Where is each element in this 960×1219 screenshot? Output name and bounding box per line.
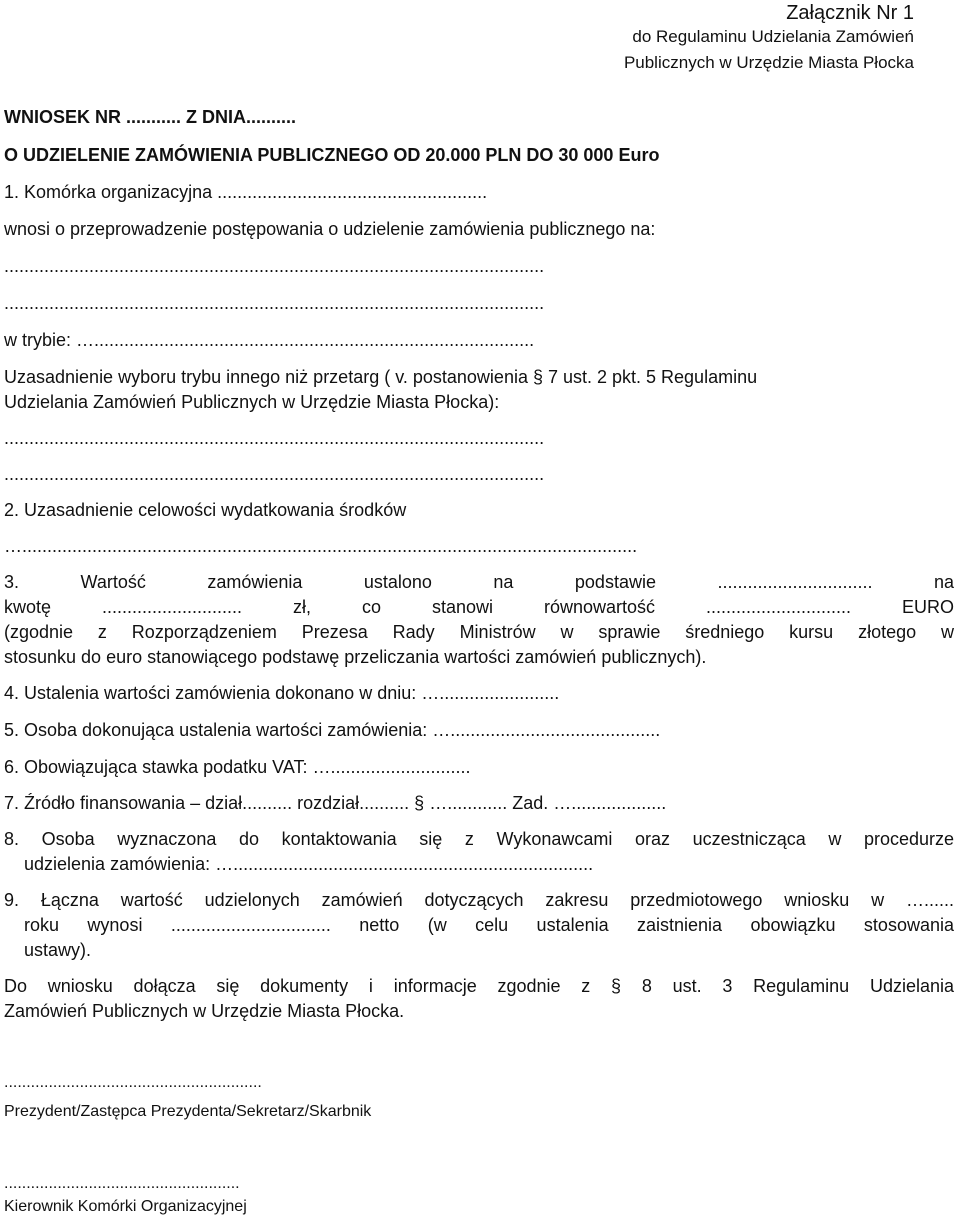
valuation-person-line: 5. Osoba dokonująca ustalenia wartości zamówienia: ….......................................... bbox=[4, 720, 661, 740]
expenditure-dots: …........................................................................................................................... bbox=[4, 536, 638, 556]
justification-line-2: Udzielania Zamówień Publicznych w Urzędzie Miasta Płocka): bbox=[4, 392, 500, 412]
value-amount-line: kwotę ............................ zł, co stanowi równowartość ............................. EURO bbox=[4, 597, 954, 617]
total-value-line-3: ustawy). bbox=[24, 940, 92, 960]
signature-dots-1: .......................................................... bbox=[4, 1074, 262, 1091]
justification-dots-2: ............................................................................................................ bbox=[4, 464, 545, 484]
signature-role-2: Kierownik Komórki Organizacyjnej bbox=[4, 1198, 247, 1215]
procedure-mode-line: w trybie: …........................................................................................ bbox=[4, 330, 535, 350]
justification-dots-1: ............................................................................................................ bbox=[4, 428, 545, 448]
org-unit-line: 1. Komórka organizacyjna ...................................................... bbox=[4, 182, 488, 202]
institution-line: Publicznych w Urzędzie Miasta Płocka bbox=[623, 53, 914, 72]
request-number-line: WNIOSEK NR ........... Z DNIA.......... bbox=[4, 107, 297, 127]
attachments-line-2: Zamówień Publicznych w Urzędzie Miasta Płocka. bbox=[4, 1001, 405, 1021]
regulation-note-line-2: stosunku do euro stanowiącego podstawę przeliczania wartości zamówień publicznych). bbox=[4, 647, 707, 667]
signature-dots-2: ..................................................... bbox=[4, 1175, 240, 1192]
subject-dots-1: ............................................................................................................ bbox=[4, 256, 545, 276]
justification-line-1: Uzasadnienie wyboru trybu innego niż przetarg ( v. postanowienia § 7 ust. 2 pkt. 5 Regulaminu bbox=[4, 367, 758, 387]
attachment-number: Załącznik Nr 1 bbox=[786, 2, 914, 24]
request-title: O UDZIELENIE ZAMÓWIENIA PUBLICZNEGO OD 20.000 PLN DO 30 000 Euro bbox=[4, 145, 660, 165]
vat-rate-line: 6. Obowiązująca stawka podatku VAT: …............................ bbox=[4, 757, 471, 777]
valuation-date-line: 4. Ustalenia wartości zamówienia dokonano w dniu: …........................ bbox=[4, 683, 560, 703]
contact-person-line-1: 8. Osoba wyznaczona do kontaktowania się z Wykonawcami oraz uczestnicząca w procedurze bbox=[4, 829, 954, 849]
request-intro: wnosi o przeprowadzenie postępowania o udzielenie zamówienia publicznego na: bbox=[4, 219, 656, 239]
value-basis-line: 3. Wartość zamówienia ustalono na podstawie ............................... na bbox=[4, 572, 954, 592]
subject-dots-2: ............................................................................................................ bbox=[4, 293, 545, 313]
regulation-line: do Regulaminu Udzielania Zamówień bbox=[632, 27, 914, 46]
regulation-note-line-1: (zgodnie z Rozporządzeniem Prezesa Rady Ministrów w sprawie średniego kursu złotego w bbox=[4, 622, 954, 642]
attachment-header bbox=[624, 2, 914, 76]
contact-person-line-2: udzielenia zamówienia: …........................................................................ bbox=[24, 854, 594, 874]
expenditure-purpose-line: 2. Uzasadnienie celowości wydatkowania środków bbox=[4, 500, 407, 520]
attachments-line-1: Do wniosku dołącza się dokumenty i informacje zgodnie z § 8 ust. 3 Regulaminu Udzielania bbox=[4, 976, 954, 996]
signature-role-1: Prezydent/Zastępca Prezydenta/Sekretarz/Skarbnik bbox=[4, 1103, 372, 1120]
funding-source-line: 7. Źródło finansowania – dział.......... rozdział.......... § …............ Zad. …................... bbox=[4, 793, 667, 813]
total-value-line-1: 9. Łączna wartość udzielonych zamówień dotyczących zakresu przedmiotowego wniosku w …...... bbox=[4, 890, 954, 910]
total-value-line-2: roku wynosi ................................ netto (w celu ustalenia zaistnienia obowiązku stosowania bbox=[24, 915, 954, 935]
